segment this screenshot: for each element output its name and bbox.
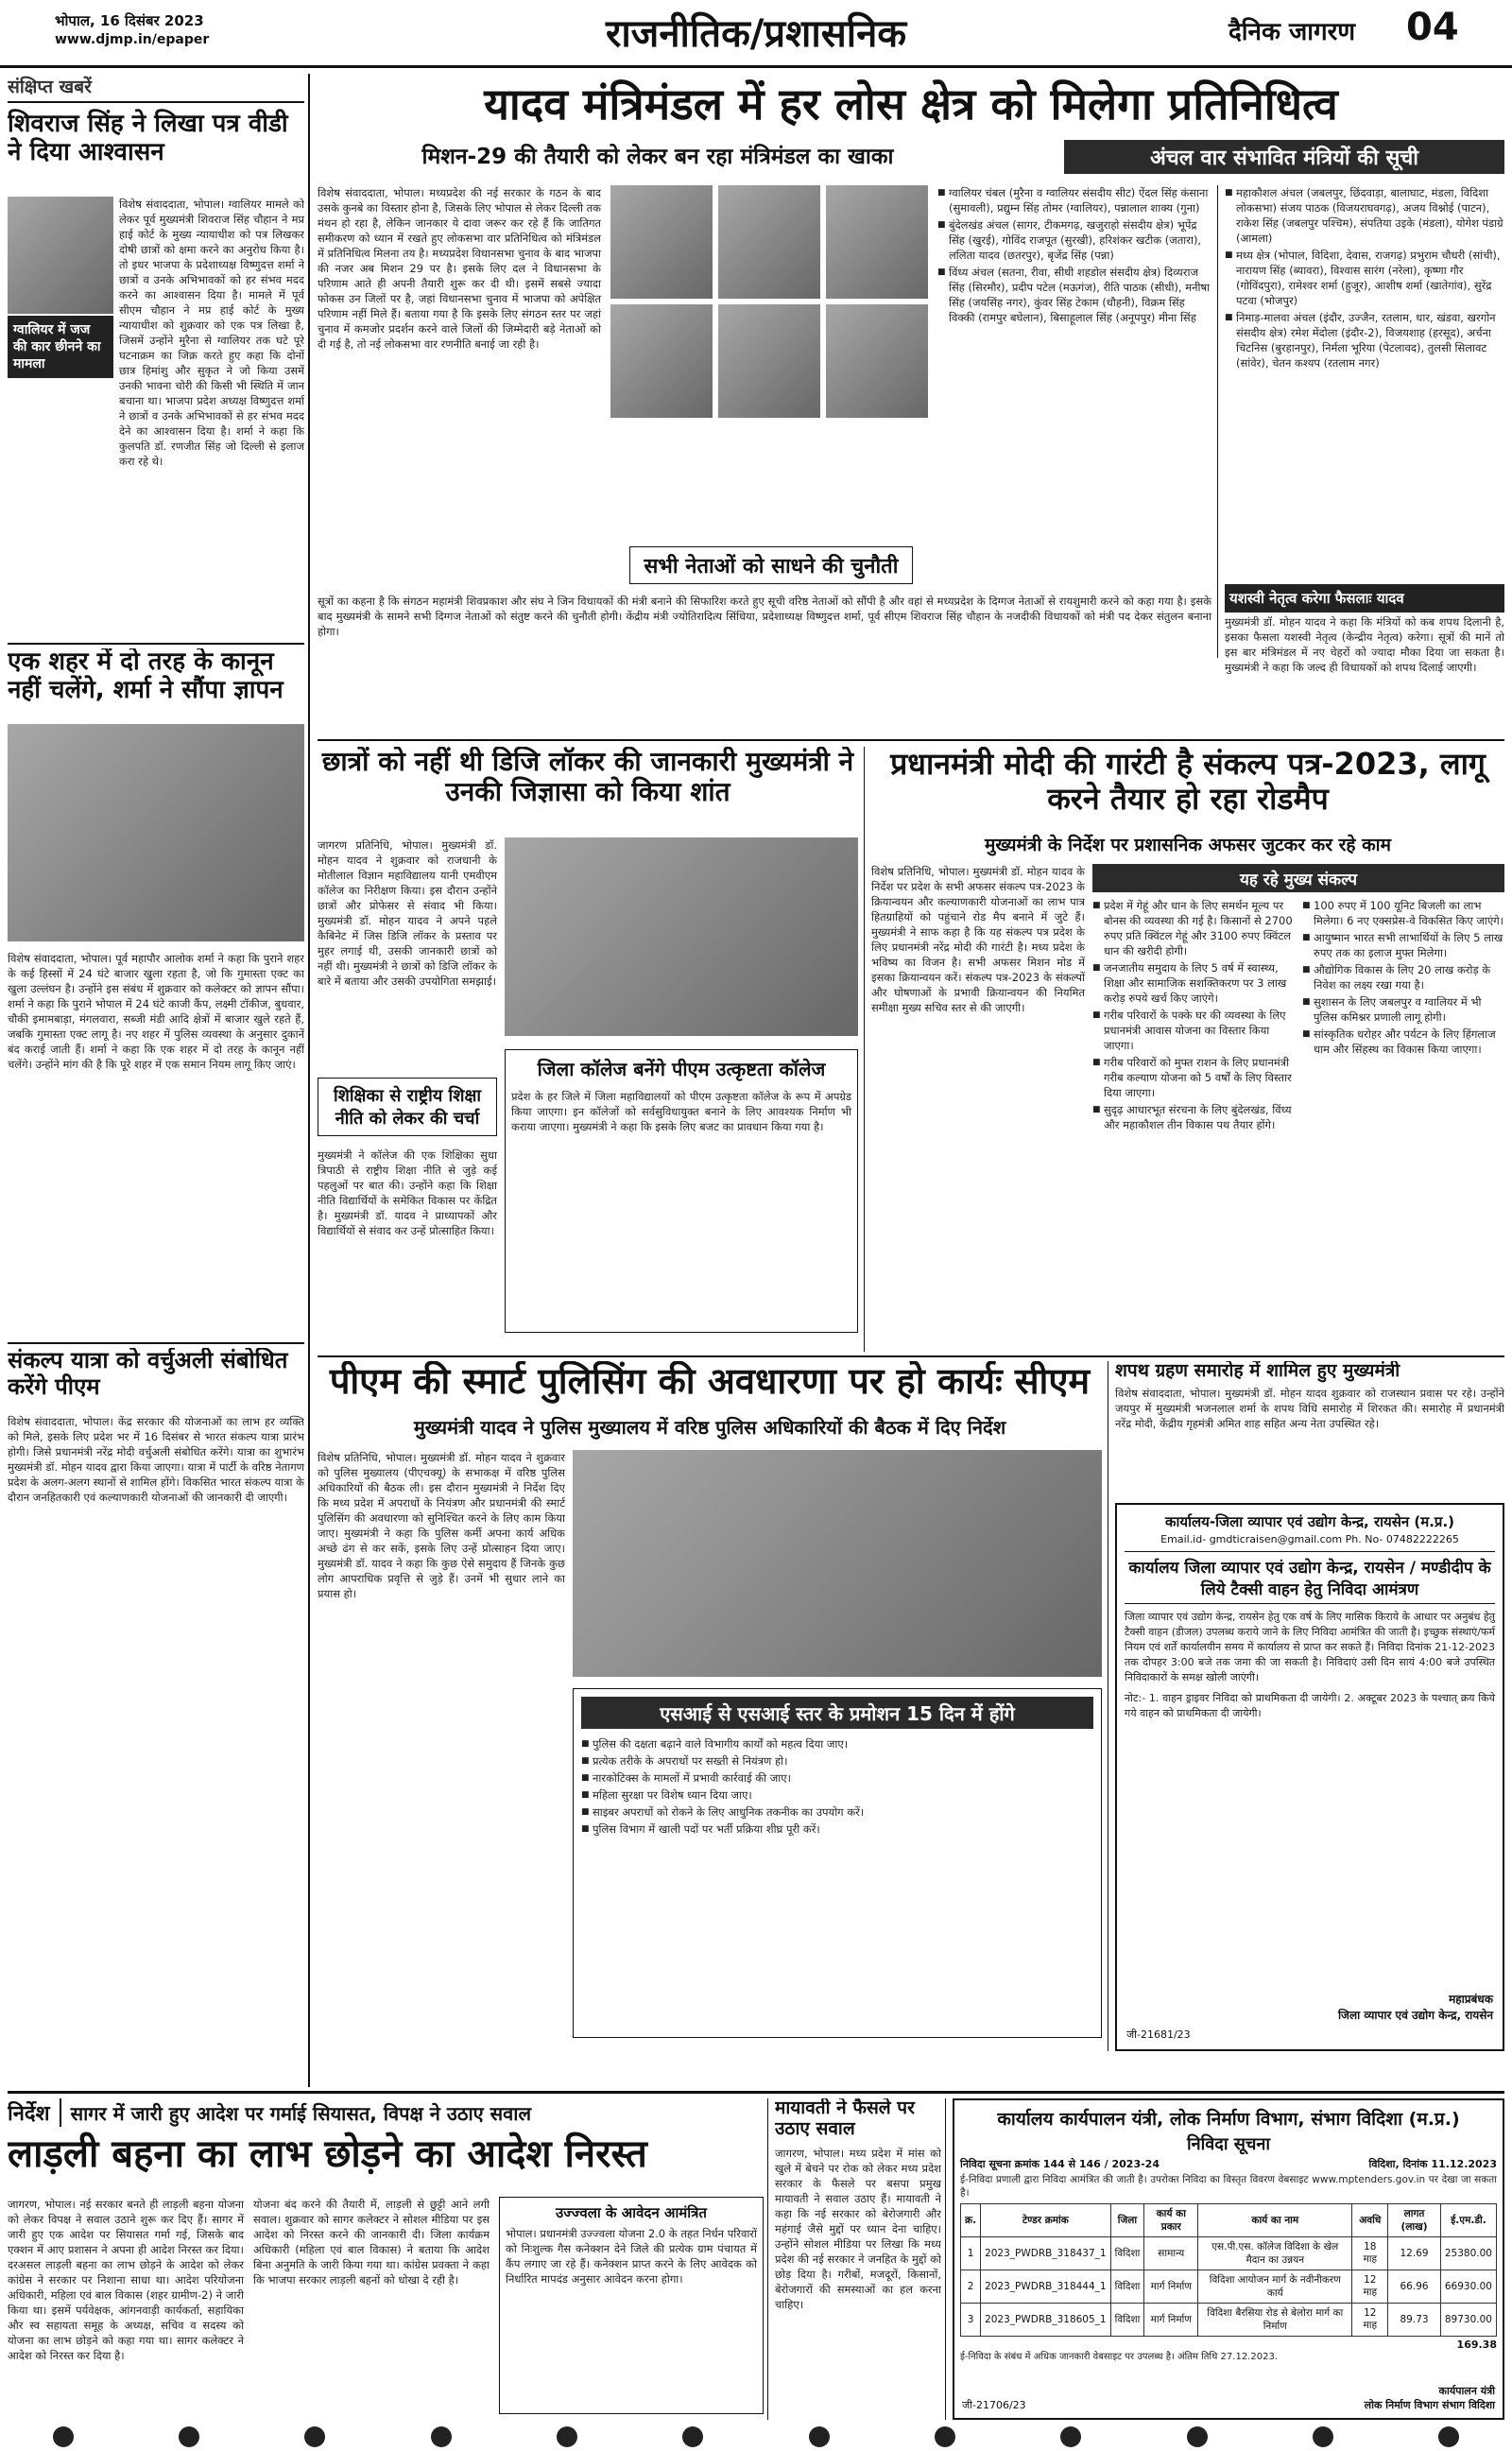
police-box-item: ■ नारकोटिक्स के मामलों में प्रभावी कार्रवाई की जाए। [581, 1770, 1093, 1786]
sankalp-body: विशेष संवाददाता, भोपाल। केंद्र सरकार की योजनाओं का लाभ हर व्यक्ति को मिले, इसके लिए प्रदेश भर में 16 दिसंबर से भारत संकल्प यात्रा प्रारंभ होगी। जिसे प्रधानमंत्री नरेंद्र मोदी वर्चुअली संबोधित करेंगे। यात्रा का शुभारंभ मुख्यमंत्री डॉ. मोहन यादव द्वारा किया जाएगा। यात्रा में पार्टी के वरिष्ठ नेतागण प्रदेश के अलग-अलग स्थानों से शामिल होंगे। विकसित भारत संकल्प यात्रा के दौरान जनहितकारी एवं कल्याणकारी योजनाओं की जानकारी दी जाएगी। [8, 1415, 304, 1504]
lead-subtitle: मिशन-29 की तैयारी को लेकर बन रहा मंत्रिमंडल का खाका [421, 145, 894, 169]
page-number: 04 [1406, 6, 1459, 49]
modi-list-item: ■ सुशासन के लिए जबलपुर व ग्वालियर में भी पुलिस कमिश्नर प्रणाली लागू होगी। [1302, 994, 1504, 1025]
digi-box2 [505, 1049, 858, 1333]
table-cell: विदिशा [1110, 2237, 1144, 2270]
digi-title: छात्रों को नहीं थी डिजि लॉकर की जानकारी मुख्यमंत्री ने उनकी जिज्ञासा को किया शांत [321, 747, 854, 808]
modi-list-2 [1302, 898, 1504, 1342]
tender1-sign-office: जिला व्यापार एवं उद्योग केन्द्र, रायसेन [1337, 2009, 1493, 2022]
sankalp-story [8, 1348, 304, 2085]
lead-caption-body: सूत्रों का कहना है कि संगठन महामंत्री शिवप्रकाश और संघ ने जिन विधायकों की मंत्री बनाने की सिफारिश करते हुए सूची वरिष्ठ नेताओं को सौंपी है और वहां से मध्यप्रदेश के दिग्गज नेताओं से रायशुमारी करने को कहा गया है। इसके बाद मुख्यमंत्री के सामने सभी दिग्गज नेताओं को संतुष्ट करने की चुनौती होगी। केंद्रीय मंत्री ज्योतिरादित्य सिंधिया, प्रदेशाध्यक्ष विष्णुदत्त शर्मा, पूर्व सीएम शिवराज सिंह चौहान के नजदीकी विधायकों को मंत्री पद देकर संतुलन बनाना होगा। [318, 595, 1211, 638]
brief-caption: ग्वालियर में जज की कार छीनने का मामला [8, 316, 113, 378]
lead-list-item: ■ विंध्य अंचल (सतना, रीवा, सीधी शहडोल संसदीय क्षेत्र) दिव्यराज सिंह (सिरमौर), प्रदीप पटेल (मऊगंज), रीति पाठक (सीधी), मनीषा सिंह (जयसिंह नगर), कुंवर सिंह टेकाम (धौहनी), विक्रम सिंह विक्की (रामपुर बघेलान), बिसाहूलाल सिंह (अनूपपुर) मीना सिंह [937, 265, 1211, 325]
digi-box2-body: प्रदेश के हर जिले में जिला महाविद्यालयों को पीएम उत्कृष्टता कॉलेज के रूप में अपग्रेड किया जाएगा। इन कॉलेजों को सर्वसुविधायुक्त बनाने के लिए आवश्यक निर्माण भी कराया जाएगा। मुख्यमंत्री ने कहा कि इसके लिए बजट का प्रावधान किया गया है। [511, 1090, 851, 1133]
shapath-body: विशेष संवाददाता, भोपाल। मुख्यमंत्री डॉ. मोहन यादव शुक्रवार को राजस्थान प्रवास पर रहे। उन्होंने जयपुर में मुख्यमंत्री भजनलाल शर्मा के शपथ विधि समारोह में शिरकत की। समारोह में प्रधानमंत्री नरेंद्र मोदी, केंद्रीय गृहमंत्री अमित शाह सहित अन्य नेता उपस्थित रहे। [1115, 1386, 1504, 1430]
lead-title: यादव मंत्रिमंडल में हर लोस क्षेत्र को मिलेगा प्रतिनिधित्व [484, 78, 1338, 129]
tender2-title: कार्यालय कार्यपालन यंत्री, लोक निर्माण विभाग, संभाग विदिशा (म.प्र.) [997, 2109, 1460, 2130]
police-box-item: ■ प्रत्येक तरीके के अपराधों पर सख्ती से नियंत्रण हो। [581, 1753, 1093, 1769]
table-cell: 25380.00 [1440, 2237, 1496, 2270]
modi-list-item: ■ गरीब परिवारों को मुफ्त राशन के लिए प्रधानमंत्री गरीब कल्याण योजना को 5 वर्षों के लिए विस्तार दिया जाएगा। [1092, 1055, 1295, 1100]
sidebox-title: यशस्वी नेतृत्व करेगा फैसलाः यादव [1225, 584, 1504, 613]
tender1-body: जिला व्यापार एवं उद्योग केन्द्र, रायसेन हेतु एक वर्ष के लिए मासिक किराये के आधार पर अनुबंध हेतु टैक्सी वाहन (डीजल) उपलब्ध कराये जाने के लिए निविदा आमंत्रित की जाती है। इच्छुक संस्थाएं/फर्म नियम एवं शर्तें कार्यालयीन समय में कार्यालय से प्राप्त कर सकते हैं। निविदा दिनांक 21-12-2023 तक दोपहर 3:00 बजे तक जमा की जा सकती है। निविदाएं उसी दिन सायं 4:00 बजे उपस्थित निविदाकारों के समक्ष खोली जाएंगी। [1125, 1611, 1495, 1683]
tender2-date: विदिशा, दिनांक 11.12.2023 [1368, 2158, 1497, 2170]
digi-box1-body: मुख्यमंत्री ने कॉलेज की एक शिक्षिका सुधा त्रिपाठी से राष्ट्रीय शिक्षा नीति से जुड़े कई पहलुओं पर बात की। उन्होंने कहा कि शिक्षा नीति विद्यार्थियों के समेकित विकास पर केंद्रित है। मुख्यमंत्री डॉ. यादव ने प्राध्यापकों और विद्यार्थियों से संवाद कर उन्हें प्रोत्साहित किया। [318, 1148, 497, 1237]
ladli-title: लाड़ली बहना का लाभ छोड़ने का आदेश निरस्त [8, 2132, 647, 2176]
minister-photo-3 [826, 185, 928, 299]
tender2-col-6: लागत (लाख) [1388, 2204, 1441, 2237]
tender2-table [960, 2203, 1497, 2337]
lead-list-2 [1225, 185, 1504, 582]
table-cell: 12 माह [1352, 2304, 1388, 2337]
modi-list-item: ■ आयुष्मान भारत सभी लाभार्थियों के लिए 5 लाख रुपए तक का इलाज मुफ्त मिलेगा। [1302, 930, 1504, 960]
tender1-ad [1115, 1503, 1504, 2051]
table-cell: मार्ग निर्माण [1144, 2304, 1198, 2337]
brief-title: शिवराज सिंह ने लिखा पत्र वीडी ने दिया आश्वासन [8, 110, 288, 166]
table-cell: मार्ग निर्माण [1144, 2270, 1198, 2304]
ladli-kicker: सागर में जारी हुए आदेश पर गर्माई सियासत, विपक्ष ने उठाए सवाल [70, 2101, 532, 2125]
police-story [318, 1361, 1102, 2051]
digi-body: जागरण प्रतिनिधि, भोपाल। मुख्यमंत्री डॉ. मोहन यादव ने शुक्रवार को राजधानी के मोतीलाल विज्ञान महाविद्यालय यानी एमवीएम कॉलेज का निरीक्षण किया। इस दौरान उन्होंने छात्रों और प्रोफेसर से संवाद भी किया। मुख्यमंत्री डॉ. मोहन यादव ने अपने पहले कैबिनेट में जिस डिजि लॉकर के प्रस्ताव पर मुहर लगाई थी, उसकी जानकारी छात्रों को नहीं थी। मुख्यमंत्री ने छात्रों को डिजि लॉकर के बारे में बताया और उसकी उपयोगिता समझाई। [318, 838, 497, 988]
ladli-body-2: योजना बंद करने की तैयारी में, लाड़ली से छुट्टी आने लगी सवाल। शुक्रवार को सागर कलेक्टर ने सोशल मीडिया पर इस आदेश को निरस्त करने की जानकारी दी। जिला कार्यक्रम अधिकारी (महिला एवं बाल विकास) ने बताया कि आदेश बिना अनुमति के जारी किया गया था। कांग्रेस प्रवक्ता ने कहा कि भाजपा सरकार लाड़ली बहनों को धोखा दे रही है। [253, 2198, 490, 2287]
table-cell: सामान्य [1144, 2237, 1198, 2270]
modi-list-item: ■ जनजातीय समुदाय के लिए 5 वर्ष में स्वास्थ्य, शिक्षा और सामाजिक सशक्तिकरण पर 3 लाख करोड़ रुपये खर्च किए जाएंगे। [1092, 960, 1295, 1006]
lead-list [937, 185, 1211, 601]
table-cell: 2023_PWDRB_318437_1 [981, 2237, 1111, 2270]
tender1-email: Email.id- gmdticraisen@gmail.com Ph. No- 07482222265 [1160, 1533, 1459, 1545]
tender2-sign [1365, 2384, 1495, 2412]
table-cell: 2 [961, 2270, 981, 2304]
law-photo [8, 724, 304, 941]
modi-subtitle: मुख्यमंत्री के निर्देश पर प्रशासनिक अफसर जुटकर कर रहे काम [985, 835, 1391, 855]
tender1-note: नोट:- 1. वाहन ड्राइवर निविदा को प्राथमिकता दी जायेगी। 2. अक्टूबर 2023 के पश्चात् क्रय किये गये वाहन को प्राथमिकता दी जायेगी। [1125, 1692, 1495, 1719]
tender1-office: कार्यालय-जिला व्यापार एवं उद्योग केन्द्र, रायसेन (म.प्र.) [1165, 1513, 1454, 1530]
lead-list-item: ■ निमाड़-मालवा अंचल (इंदौर, उज्जैन, रतलाम, धार, खंडवा, खरगोन संसदीय क्षेत्र) रमेश मेंदोला (इंदौर-2), विजयशाह (हरसूद), अर्चना चिटनिस (बुरहानपुर), निर्मला भूरिया (पेटलावद), तुलसी सिलावट (सांवेर), चेतन कश्यप (रतलाम नगर) [1225, 310, 1504, 371]
table-cell: 12 माह [1352, 2270, 1388, 2304]
mayawati-title: मायावती ने फैसले पर उठाए सवाल [775, 2098, 915, 2139]
police-subtitle: मुख्यमंत्री यादव ने पुलिस मुख्यालय में वरिष्ठ पुलिस अधिकारियों की बैठक में दिए निर्देश [413, 1416, 1006, 1439]
table-cell: 66930.00 [1440, 2270, 1496, 2304]
tender2-sign-text: कार्यपालन यंत्री [1438, 2385, 1495, 2397]
table-cell: विदिशा बैरसिया रोड से बेलोरा मार्ग का निर्माण [1198, 2304, 1352, 2337]
table-cell: विदिशा [1110, 2304, 1144, 2337]
table-row [961, 2237, 1497, 2270]
modi-list [1092, 898, 1295, 1342]
mayawati-story [775, 2098, 941, 2420]
tender2-col-3: कार्य का प्रकार [1144, 2204, 1198, 2237]
page-header [0, 0, 1512, 68]
brief-label: संक्षिप्त खबरें [8, 74, 304, 103]
digi-box2-title: जिला कॉलेज बनेंगे पीएम उत्कृष्टता कॉलेज [537, 1058, 826, 1080]
table-cell: 18 माह [1352, 2237, 1388, 2270]
ujjwala-body: भोपाल। प्रधानमंत्री उज्ज्वला योजना 2.0 के तहत निर्धन परिवारों को निःशुल्क गैस कनेक्शन देने जिले की प्रत्येक ग्राम पंचायत में कैंप लगाए जा रहे हैं। कनेक्शन प्राप्त करने के लिए आवेदक को निर्धारित मापदंड अनुसार आवेदन करना होगा। [506, 2227, 757, 2286]
ladli-tag: निर्देश [8, 2098, 61, 2127]
table-cell: 89.73 [1388, 2304, 1441, 2337]
minister-photo-2 [718, 185, 820, 299]
modi-list-item: ■ सांस्कृतिक धरोहर और पर्यटन के लिए हिंगलाज धाम और सिंहस्थ का विकास किया जाएगा। [1302, 1027, 1504, 1057]
modi-list-item: ■ सुदृढ़ आधारभूत संरचना के लिए बुंदेलखंड, विंध्य और महाकौशल तीन विकास पथ तैयार होंगे। [1092, 1102, 1295, 1132]
header-date: भोपाल, 16 दिसंबर 2023 [55, 12, 204, 29]
modi-list-item: ■ 100 रुपए में 100 यूनिट बिजली का लाभ मिलेगा। 6 नए एक्सप्रेस-वे विकसित किए जाएंगे। [1302, 898, 1504, 928]
table-cell: 89730.00 [1440, 2304, 1496, 2337]
tender2-col-2: जिला [1110, 2204, 1144, 2237]
digi-box1-title: शिक्षिका से राष्ट्रीय शिक्षा नीति को लेकर की चर्चा [318, 1078, 497, 1136]
tender1-code: जी-21681/23 [1126, 2028, 1191, 2041]
sidebox-body: मुख्यमंत्री डॉ. मोहन यादव ने कहा कि मंत्रियों को कब शपथ दिलानी है, इसका फैसला यशस्वी नेतृत्व (केन्द्रीय नेतृत्व) करेगा। सूत्रों की मानें तो इस बार मंत्रिमंडल में नए चेहरों को ज्यादा मौका दिया जा सकता है। मुख्यमंत्री ने कहा कि जल्द ही विधायकों को शपथ दिलाई जाएगी। [1225, 615, 1504, 674]
tender2-note: ई-निविदा के संबंध में अधिक जानकारी वेबसाइट पर उपलब्ध है। अंतिम तिथि 27.12.2023. [960, 2352, 1278, 2362]
tender2-ad [953, 2098, 1504, 2420]
shapath-title: शपथ ग्रहण समारोह में शामिल हुए मुख्यमंत्री [1115, 1361, 1400, 1381]
paper-name: दैनिक जागरण [1228, 18, 1356, 46]
law-body: विशेष संवाददाता, भोपाल। पूर्व महापौर आलोक शर्मा ने कहा कि पुराने शहर के कई हिस्सों में 24 घंटे बाजार खुला रहता है, जो कि गुमास्ता एक्ट का खुला उल्लंघन है। उन्होंने इस संबंध में शुक्रवार को कलेक्टर को ज्ञापन सौंपा। शर्मा ने कहा कि पुराने भोपाल में 24 घंटे काजी कैंप, लक्ष्मी टॉकीज, बुधवार, चौकी इमामबाड़ा, मंगलवारा, सब्जी मंडी आदि क्षेत्रों में बाजार खुले रहते हैं, जबकि गुमास्ता एक्ट लागू है। नए शहर में पुलिस व्यवस्था के अनुसार दुकानें बंद कराई जाती हैं। शर्मा ने कहा कि एक शहर में दो तरह के कानून नहीं चलेंगे। उन्होंने मांग की है कि पूरे शहर में एक समान नियम लागू किए जाएं। [8, 952, 304, 1071]
shivraj-photo [8, 197, 113, 314]
tender1-sign-text: महाप्रबंधक [1449, 1993, 1493, 2006]
minister-photo-5 [718, 304, 820, 418]
table-cell: एस.पी.एस. कॉलेज विदिशा के खेल मैदान का उन्नयन [1198, 2237, 1352, 2270]
tender2-total: 169.38 [1456, 2339, 1497, 2351]
tender2-sign-office: लोक निर्माण विभाग संभाग विदिशा [1364, 2399, 1495, 2411]
table-row [961, 2304, 1497, 2337]
lead-list-item: ■ महाकौशल अंचल (जबलपुर, छिंदवाड़ा, बालाघाट, मंडला, विदिशा लोकसभा) संजय पाठक (विजयराघवगढ़), अजय विश्नोई (पाटन), राकेश सिंह (जबलपुर पश्चिम), संपतिया उइके (मंडला), योगेश पंडाग्रे (आमला) [1225, 185, 1504, 246]
footer-dots [0, 2426, 1512, 2447]
tender2-col-1: टेण्डर क्रमांक [981, 2204, 1111, 2237]
modi-list-item: ■ प्रदेश में गेहूं और धान के लिए समर्थन मूल्य पर बोनस की व्यवस्था की गई है। किसानों से 2700 रुपए प्रति क्विंटल गेहूं और 3100 रुपए क्विंटल धान की खरीदी होगी। [1092, 898, 1295, 958]
tender2-col-0: क्र. [961, 2204, 981, 2237]
ladli-body: जागरण, भोपाल। नई सरकार बनते ही लाड़ली बहना योजना को लेकर विपक्ष ने सवाल उठाने शुरू कर दिए हैं। सागर में जारी हुए एक आदेश पर सियासत गर्मा गई, जिसके बाद एक्शन में आए प्रशासन ने अपना ही आदेश निरस्त कर दिया। दरअसल लाड़ली बहना का लाभ छोड़ने के आदेश को लेकर कांग्रेस ने सरकार पर निशाना साधा था। आदेश परियोजना अधिकारी, महिला एवं बाल विकास (शहर ग्रामीण-2) ने जारी किया था। इसमें पर्यवेक्षक, आंगनवाड़ी कार्यकर्ता, सहायिका और स्व सहायता समूह के अध्यक्ष, सचिव व सदस्य को योजना का लाभ छोड़ने को कहा गया था। सागर कलेक्टर ने आदेश को निरस्त कर दिया है। [8, 2198, 244, 2362]
table-cell: विदिशा आयोजन मार्ग के नवीनीकरण कार्य [1198, 2270, 1352, 2304]
table-cell: 2023_PWDRB_318444_1 [981, 2270, 1111, 2304]
tender2-ref: निविदा सूचना क्रमांक 144 से 146 / 2023-24 [960, 2158, 1160, 2170]
header-url[interactable]: www.djmp.in/epaper [55, 32, 210, 47]
lead-list-head: अंचल वार संभावित मंत्रियों की सूची [1064, 140, 1504, 174]
lead-list-item: ■ बुंदेलखंड अंचल (सागर, टीकमगढ़, खजुराहो संसदीय क्षेत्र) भूपेंद्र सिंह (खुरई), गोविंद राजपूत (सुरखी), हरिशंकर खटीक (जतारा), ललिता यादव (छतरपुर), बृजेंद्र सिंह (पन्ना) [937, 217, 1211, 263]
police-box-item: ■ साइबर अपराधों को रोकने के लिए आधुनिक तकनीक का उपयोग करें। [581, 1804, 1093, 1820]
brief-body: विशेष संवाददाता, भोपाल। ग्वालियर मामले को लेकर पूर्व मुख्यमंत्री शिवराज सिंह चौहान ने मप्र हाई कोर्ट के मुख्य न्यायाधीश को पत्र लिखकर दोषी छात्रों को क्षमा करने का अनुरोध किया है। तो इधर भाजपा के प्रदेशाध्यक्ष विष्णुदत्त शर्मा ने छात्रों व उनके अभिभावकों को हर संभव मदद करने का आश्वासन दिया है। मामले में पूर्व सीएम चौहान ने मप्र हाई कोर्ट के मुख्य न्यायाधीश को शुक्रवार को एक पत्र लिखा है, जिसमें उन्होंने मुरैना से ग्वालियर तक घटे पूरे घटनाक्रम का जिक्र करते हुए कहा कि दोनों छात्र हिमांशु और सुकृत ने जो किया उसमें उनकी भावना चोरी की किसी भी स्थिति में जान बचाना था। भाजपा प्रदेश अध्यक्ष विष्णुदत्त शर्मा ने छात्रों व उनके अभिभावकों से हर संभव मदद देने का आश्वासन दिया है। शर्मा ने कहा कि कुलपति डॉ. रणजीत सिंह जो दिल्ली से इलाज करा रहे थे। [119, 198, 304, 468]
tender2-col-7: ई.एम.डी. [1440, 2204, 1496, 2237]
ladli-story [8, 2098, 764, 2420]
shapath-story [1115, 1361, 1504, 1493]
digi-story [318, 747, 858, 1352]
modi-list-head: यह रहे मुख्य संकल्प [1092, 864, 1504, 892]
lead-caption: सभी नेताओं को साधने की चुनौती [629, 546, 913, 584]
mayawati-body: जागरण, भोपाल। मध्य प्रदेश में मांस को खुले में बेचने पर रोक को लेकर मध्य प्रदेश सरकार के फैसले पर बसपा प्रमुख मायावती ने सवाल उठाए हैं। मायावती ने कहा कि नई सरकार को बेरोजगारी और महंगाई जैसे मुद्दों पर ध्यान देना चाहिए। उन्होंने सोशल मीडिया पर लिखा कि मध्य प्रदेश की नई सरकार ने जनहित के मुद्दों को छोड़ दिया है। गरीबों, मजदूरों, किसानों, बेरोजगारों की समस्याओं का हल करना चाहिए। [775, 2146, 941, 2311]
lead-list-item: ■ ग्वालियर चंबल (मुरैना व ग्वालियर संसदीय सीट) ऐंदल सिंह कंसाना (सुमावली), प्रद्युम्न सिंह तोमर (ग्वालियर), पन्नालाल शाक्य (गुना) [937, 185, 1211, 216]
lead-list-item: ■ मध्य क्षेत्र (भोपाल, विदिशा, देवास, राजगढ़) प्रभुराम चौधरी (सांची), नारायण सिंह (ब्यावरा), विश्वास सारंग (नरेला), कृष्णा गौर (गोविंदपुरा), रामेश्वर शर्मा (हुजूर), आशीष शर्मा (खातेगांव), सुरेंद्र पटवा (भोजपुर) [1225, 248, 1504, 308]
table-cell: 66.96 [1388, 2270, 1441, 2304]
lead-body: विशेष संवाददाता, भोपाल। मध्यप्रदेश की नई सरकार के गठन के बाद उसके कुनबे का विस्तार होना है, जिसके लिए भोपाल से लेकर दिल्ली तक मंथन हो रहा है, लेकिन जानकार ये दावा जरूर कर रहे हैं कि जातिगत समीकरण को ध्यान में रखते हुए लोकसभा वार प्रतिनिधित्व को मंत्रिमंडल में प्रतिनिधित्व मिलना तय है। मध्यप्रदेश विधानसभा चुनाव के बाद भाजपा की नजर अब मिशन 29 पर है। इसके लिए दल ने विधानसभा के परिणाम आते ही अपनी तैयारी शुरू कर दी थी। इसमें सबसे ज्यादा फोकस उन जिलों पर है, जहां विधानसभा चुनाव में भाजपा को अपेक्षित परिणाम नहीं मिले हैं। बताया गया है कि इसके लिए संगठन स्तर पर जहां चुनाव में कमजोर प्रदर्शन करने वाले जिलों की जिम्मेदारी बड़े नेताओं को दी गई है, तो नई लोकसभा वार रणनीति बनाई जा रही है। [318, 186, 601, 351]
brief-story [8, 74, 304, 639]
table-cell: 2023_PWDRB_318605_1 [981, 2304, 1111, 2337]
section-title: राजनीतिक/प्रशासनिक [605, 12, 907, 56]
modi-list-item: ■ गरीब परिवारों के पक्के घर की व्यवस्था के लिए प्रधानमंत्री आवास योजना का विस्तार किया जाएगा। [1092, 1008, 1295, 1053]
ujjwala-box [499, 2197, 764, 2414]
tender2-code: जी-21706/23 [962, 2399, 1026, 2411]
table-cell: विदिशा [1110, 2270, 1144, 2304]
law-title: एक शहर में दो तरह के कानून नहीं चलेंगे, शर्मा ने सौंपा ज्ञापन [8, 648, 284, 704]
modi-title: प्रधानमंत्री मोदी की गारंटी है संकल्प पत्र-2023, लागू करने तैयार हो रहा रोडमैप [890, 747, 1486, 817]
police-box-item: ■ महिला सुरक्षा पर विशेष ध्यान दिया जाए। [581, 1787, 1093, 1803]
table-cell: 12.69 [1388, 2237, 1441, 2270]
police-box-item: ■ पुलिस की दक्षता बढ़ाने वाले विभागीय कार्यों को महत्व दिया जाए। [581, 1736, 1093, 1752]
minister-photo-4 [610, 304, 713, 418]
modi-story [871, 747, 1504, 1352]
table-row [961, 2270, 1497, 2304]
police-meeting-photo [573, 1450, 1102, 1677]
police-title: पीएम की स्मार्ट पुलिसिंग की अवधारणा पर हो कार्यः सीएम [329, 1361, 1091, 1402]
law-story [8, 648, 304, 1338]
police-box-title: एसआई से एसआई स्तर के प्रमोशन 15 दिन में होंगे [581, 1697, 1093, 1729]
police-box [573, 1688, 1102, 2038]
table-cell: 3 [961, 2304, 981, 2337]
tender2-col-4: कार्य का नाम [1198, 2204, 1352, 2237]
ujjwala-title: उज्ज्वला के आवेदन आमंत्रित [556, 2204, 707, 2221]
minister-photo-6 [826, 304, 928, 418]
modi-list-item: ■ औद्योगिक विकास के लिए 20 लाख करोड़ के निवेश का लक्ष्य रखा गया है। [1302, 962, 1504, 992]
tender1-sign [1338, 1991, 1493, 2023]
digi-photo [505, 837, 858, 1036]
modi-body: विशेष प्रतिनिधि, भोपाल। मुख्यमंत्री डॉ. मोहन यादव के निर्देश पर प्रदेश के सभी अफसर संकल्प पत्र-2023 के क्रियान्वयन और कल्याणकारी योजनाओं का लाभ पात्र हितग्राहियों को पहुंचाने रोड मैप बनाने में जुटे हैं। मुख्यमंत्री ने साफ कहा है कि यह संकल्प पत्र प्रदेश के लिए प्रधानमंत्री नरेंद्र मोदी की गारंटी है। मध्य प्रदेश के भविष्य का विजन है। सभी अफसर मिशन मोड में इसका क्रियान्वयन करें। संकल्प पत्र-2023 के संकल्पों और घोषणाओं के प्रभावी क्रियान्वयन की नियमित समीक्षा मुख्य सचिव स्तर से की जाएगी। [871, 865, 1085, 1014]
police-body: विशेष प्रतिनिधि, भोपाल। मुख्यमंत्री डॉ. मोहन यादव ने शुक्रवार को पुलिस मुख्यालय (पीएचक्यू) के सभाकक्ष में वरिष्ठ पुलिस अधिकारियों की बैठक ली। इस दौरान मुख्यमंत्री ने निर्देश दिए कि मध्य प्रदेश में अपराधों के नियंत्रण और प्रधानमंत्री की स्मार्ट पुलिसिंग की अवधारणा को सुनिश्चित करने के लिए काम किया जाए। मुख्यमंत्री ने कहा कि पुलिस कर्मी अपना कार्य अधिक अच्छे ढंग से कर सकें, इसके लिए उन्हें प्रोत्साहन दिया जाए। मुख्यमंत्री डॉ. यादव ने कहा कि कुछ ऐसे समुदाय हैं जिनके कुछ लोग आपराधिक प्रवृत्ति से जुड़े हैं। उनमें भी सुधार लाने का प्रयास हो। [318, 1451, 565, 1600]
police-box-item: ■ पुलिस विभाग में खाली पदों पर भर्ती प्रक्रिया शीघ्र पूरी करें। [581, 1821, 1093, 1837]
lead-story [318, 74, 1504, 735]
tender2-subtitle: निविदा सूचना [1186, 2134, 1271, 2154]
sankalp-title: संकल्प यात्रा को वर्चुअली संबोधित करेंगे पीएम [8, 1348, 288, 1400]
tender2-intro: ई-निविदा प्रणाली द्वारा निविदा आमंत्रित की जाती है। उपरोक्त निविदा का विस्तृत विवरण वेबसाइट www.mptenders.gov.in पर देखा जा सकता है। [960, 2174, 1497, 2199]
table-cell: 1 [961, 2237, 981, 2270]
tender2-col-5: अवधि [1352, 2204, 1388, 2237]
minister-photo-1 [610, 185, 713, 299]
tender1-title: कार्यालय जिला व्यापार एवं उद्योग केन्द्र, रायसेन / मण्डीदीप के लिये टैक्सी वाहन हेतु निविदा आमंत्रण [1125, 1551, 1495, 1604]
